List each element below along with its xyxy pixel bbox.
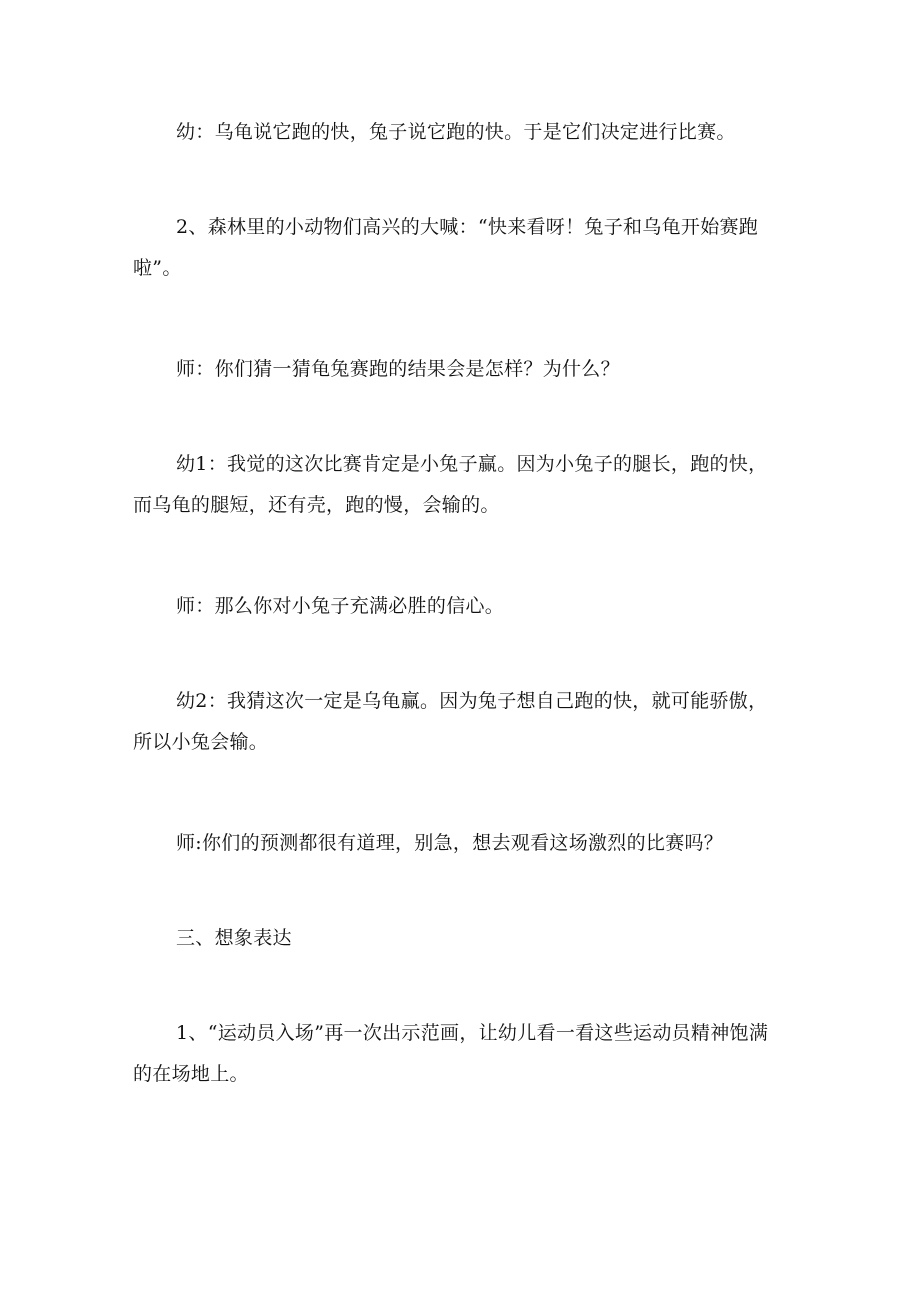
- paragraph-child2-answer: 幼2：我猜这次一定是乌龟赢。因为兔子想自己跑的快，就可能骄傲，所以小兔会输。: [133, 690, 768, 753]
- paragraph-teacher-response: 师：那么你对小兔子充满必胜的信心。: [176, 595, 505, 617]
- paragraph-teacher-prompt: 师:你们的预测都很有道理，别急，想去观看这场激烈的比赛吗？: [176, 832, 724, 854]
- section-heading-imagination: 三、想象表达: [176, 927, 292, 949]
- paragraph-forest-animals-shout: 2、森林里的小动物们高兴的大喊：“快来看呀！兔子和乌龟开始赛跑啦”。: [133, 216, 759, 279]
- paragraph-athletes-enter: 1、“运动员入场”再一次出示范画，让幼儿看一看这些运动员精神饱满的在场地上。: [133, 1022, 769, 1085]
- paragraph-teacher-question: 师：你们猜一猜龟兔赛跑的结果会是怎样？为什么？: [176, 358, 620, 380]
- paragraph-child-answer-race: 幼：乌龟说它跑的快，兔子说它跑的快。于是它们决定进行比赛。: [176, 121, 736, 143]
- paragraph-child1-answer: 幼1：我觉的这次比赛肯定是小兔子赢。因为小兔子的腿长，跑的快，而乌龟的腿短，还有壳，跑的慢，会输的。: [133, 453, 768, 516]
